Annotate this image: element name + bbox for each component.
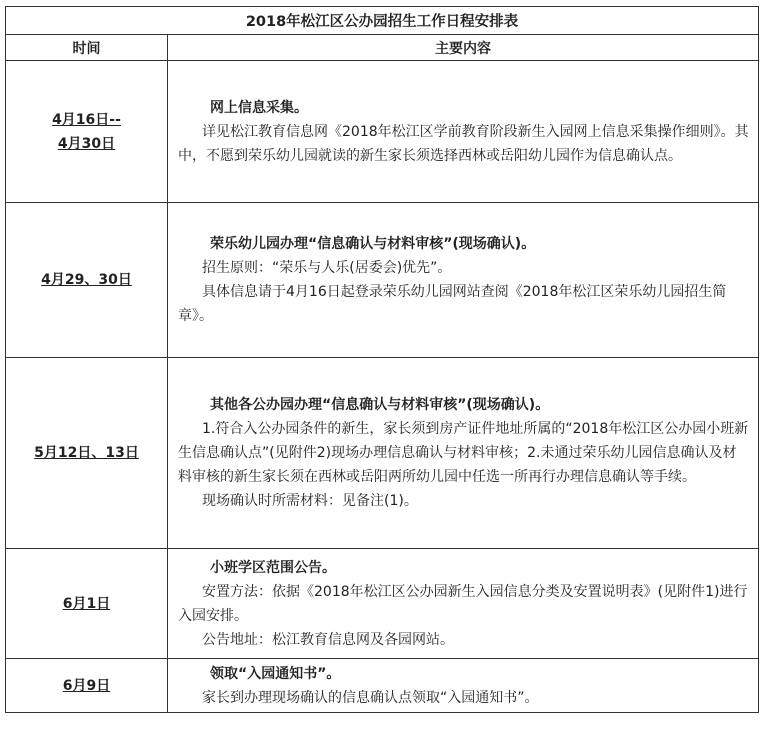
schedule-table: [5, 6, 759, 713]
date-cell: [6, 358, 168, 549]
date-text: 5月12日、13日: [34, 445, 139, 461]
row-paragraph: 1.符合入公办园条件的新生，家长须到房产证件地址所属的“2018年松江区公办园小班新生信息确认点”(见附件2)现场办理信息确认与材料审核；2.未通过荣乐幼儿园信息确认及材料审核的新生家长须在西林或岳阳两所幼儿园中任选一所再行办理信息确认等手续。: [178, 421, 749, 485]
date-text: 4月30日: [57, 135, 116, 152]
date-text: 4月29、30日: [41, 272, 132, 288]
header-time: 时间: [6, 35, 168, 61]
date-text: 6月9日: [62, 677, 111, 694]
table-row: [6, 61, 759, 203]
row-heading: 领取“入园通知书”。: [210, 665, 341, 682]
row-heading: 其他各公办园办理“信息确认与材料审核”(现场确认)。: [210, 397, 550, 413]
date-text: 4月16日--: [52, 111, 121, 128]
row-paragraph: 家长到办理现场确认的信息确认点领取“入园通知书”。: [202, 689, 539, 706]
row-paragraph: 详见松江教育信息网《2018年松江区学前教育阶段新生入园网上信息采集操作细则》。其中，不愿到荣乐幼儿园就读的新生家长须选择西林或岳阳幼儿园作为信息确认点。: [178, 123, 749, 164]
header-content: 主要内容: [168, 35, 759, 61]
row-paragraph: 现场确认时所需材料：见备注(1)。: [202, 493, 418, 509]
content-cell: [168, 659, 759, 713]
row-heading: 小班学区范围公告。: [210, 559, 336, 576]
row-paragraph: 招生原则：“荣乐与人乐(居委会)优先”。: [202, 260, 452, 276]
date-cell: [6, 659, 168, 713]
table-row: [6, 659, 759, 713]
date-cell: [6, 203, 168, 358]
date-text: 6月1日: [62, 595, 111, 612]
row-paragraph: 安置方法：依据《2018年松江区公办园新生入园信息分类及安置说明表》(见附件1)进行入园安排。: [178, 583, 748, 624]
table-row: [6, 358, 759, 549]
content-cell: [168, 358, 759, 549]
content-cell: [168, 61, 759, 203]
table-row: [6, 203, 759, 358]
row-heading: 网上信息采集。: [210, 99, 308, 116]
content-cell: [168, 203, 759, 358]
row-heading: 荣乐幼儿园办理“信息确认与材料审核”(现场确认)。: [210, 236, 536, 252]
table-row: [6, 549, 759, 659]
date-cell: [6, 549, 168, 659]
row-paragraph: 具体信息请于4月16日起登录荣乐幼儿园网站查阅《2018年松江区荣乐幼儿园招生简章》。: [178, 284, 727, 324]
date-cell: [6, 61, 168, 203]
row-paragraph: 公告地址：松江教育信息网及各园网站。: [202, 631, 454, 648]
content-cell: [168, 549, 759, 659]
table-title: 2018年松江区公办园招生工作日程安排表: [6, 7, 759, 35]
